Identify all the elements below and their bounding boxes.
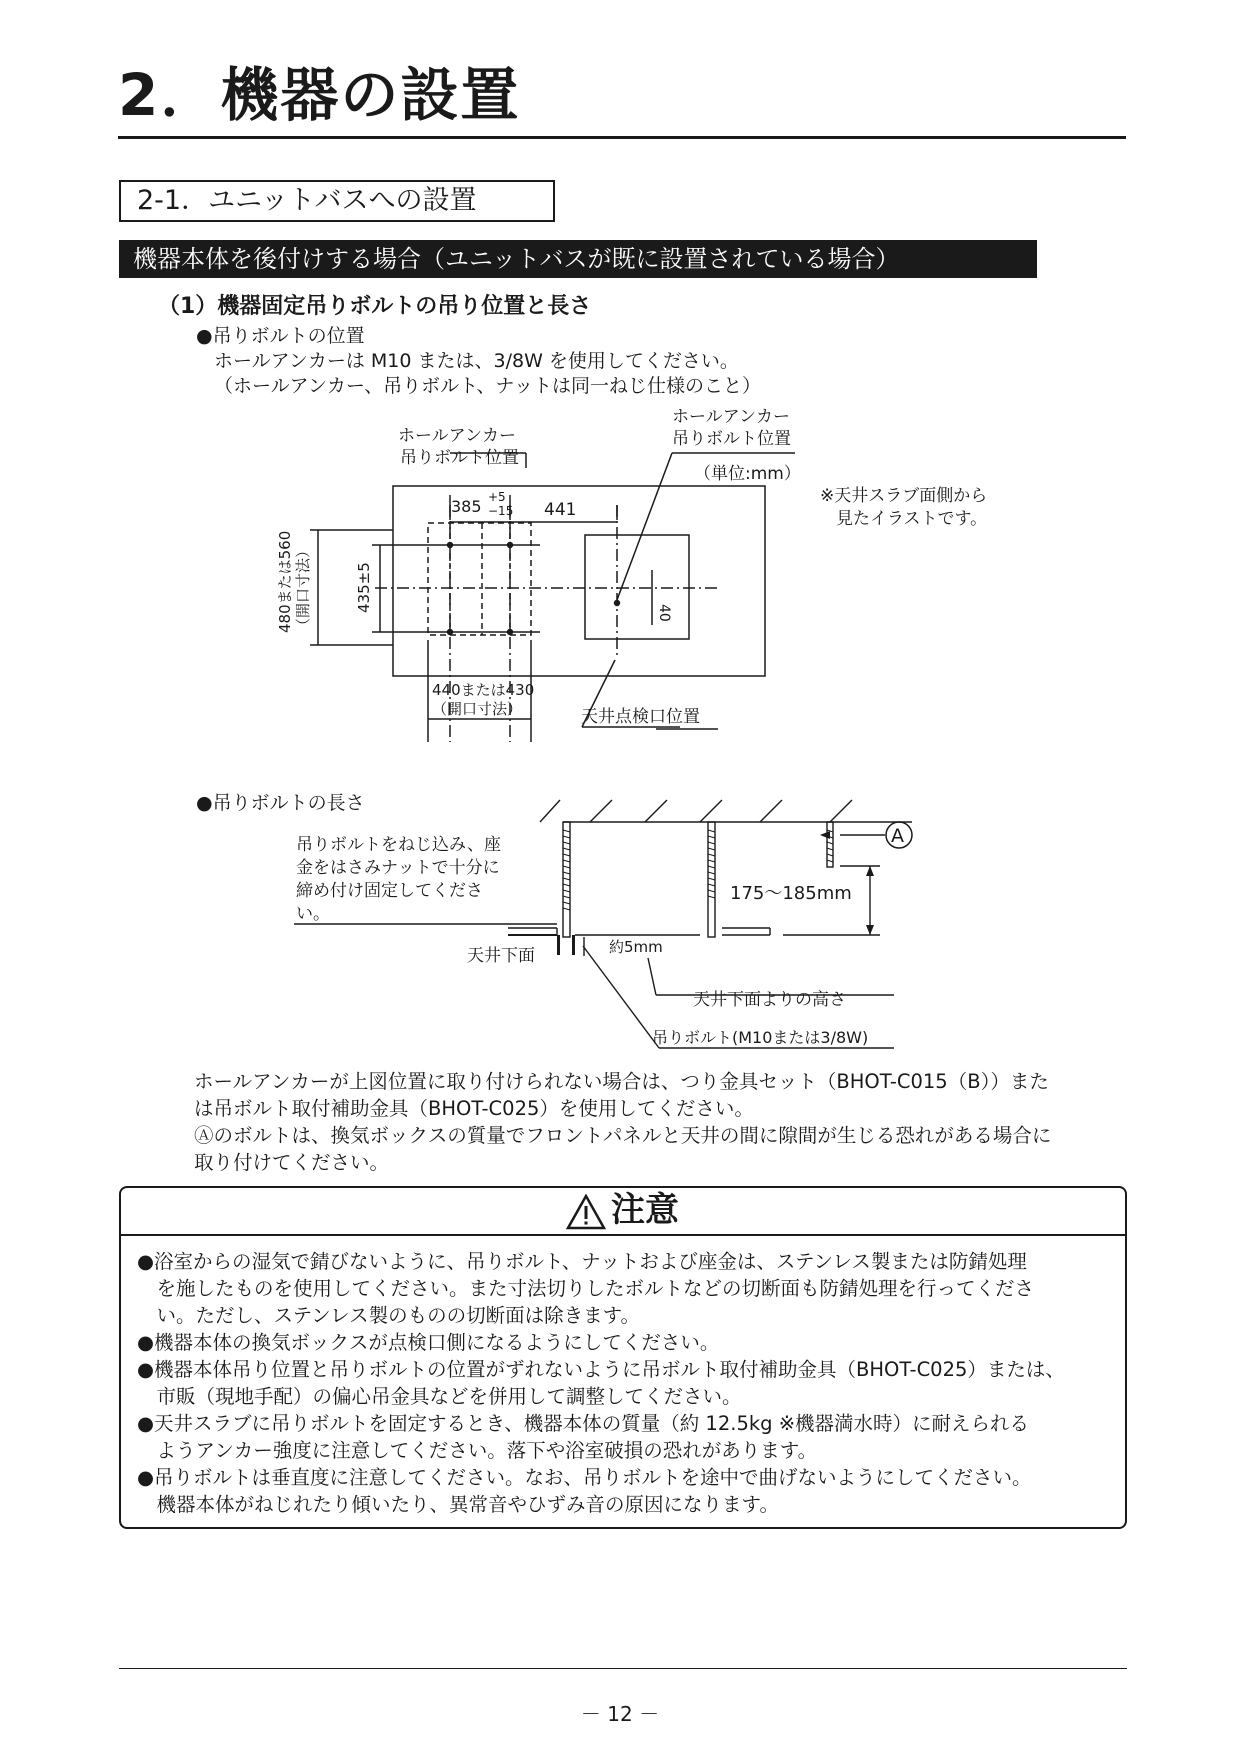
dim-385: 385 [451, 497, 482, 516]
nut [572, 935, 575, 955]
note-line: ホールアンカーが上図位置に取り付けられない場合は、つり金具セット（BHOT-C015（B））また [194, 1070, 1049, 1093]
plan-label-left-1: ホールアンカー [398, 426, 516, 446]
section-heading: 2-1．ユニットバスへの設置 [119, 180, 555, 222]
plan-label-right-1: ホールアンカー [672, 407, 790, 427]
caution-line: ●天井スラブに吊りボルトを固定するとき、機器本体の質量（約 12.5kg ※機器満水時）に耐えられる [137, 1412, 1030, 1435]
dim-tol-plus: +5 [488, 490, 506, 504]
plan-note-2: 見たイラストです。 [836, 509, 988, 529]
bolt-label: 吊りボルト(M10または3/8W) [652, 1028, 869, 1047]
inspection-label: 天井点検口位置 [581, 707, 700, 727]
dim-441: 441 [544, 500, 577, 520]
dim-bottom-1: 440または430 [432, 681, 535, 699]
bolt-point [507, 542, 513, 548]
footer-rule [119, 1668, 1127, 1669]
unit-outline [428, 523, 531, 635]
dim-435: 435±5 [355, 562, 373, 613]
approx-5mm: 約5mm [609, 938, 663, 956]
installation-note [194, 1068, 1129, 1176]
ceiling-outline [393, 486, 765, 676]
caution-line: 機器本体がねじれたり傾いたり、異常音やひずみ音の原因になります。 [137, 1493, 779, 1516]
caution-list [137, 1248, 1065, 1518]
note-line: は吊ボルト取付補助金具（BHOT-C025）を使用してください。 [194, 1097, 754, 1120]
note-line: 取り付けてください。 [194, 1151, 390, 1174]
subheading: （1）機器固定吊りボルトの吊り位置と長さ [158, 294, 592, 319]
caution-line: ●機器本体吊り位置と吊りボルトの位置がずれないように吊ボルト取付補助金具（BHOT-C025）または、 [137, 1358, 1065, 1381]
bolt-point [447, 542, 453, 548]
caution-title: 注意 [611, 1190, 679, 1230]
caution-line: ようアンカー強度に注意してください。落下や浴室破損の恐れがあります。 [137, 1439, 818, 1462]
inspection-opening [585, 535, 689, 639]
range-175-185: 175〜185mm [730, 883, 852, 904]
dim-left-1: 480または560 [276, 530, 294, 633]
bolt-point [447, 629, 453, 635]
height-label: 天井下面よりの高さ [693, 990, 846, 1010]
position-bullet: ●吊りボルトの位置 [196, 325, 365, 347]
note-line: Ⓐのボルトは、換気ボックスの質量でフロントパネルと天井の間に隙間が生じる恐れがある場合に [194, 1124, 1052, 1147]
warning-triangle-icon [566, 1194, 606, 1230]
instruction-4: い。 [296, 904, 330, 924]
dim-40: 40 [656, 604, 672, 622]
dim-tol-minus: −15 [488, 504, 514, 518]
plan-label-left-2: 吊りボルト位置 [400, 448, 519, 468]
caution-line: 市販（現地手配）の偏心吊金具などを併用して調整してください。 [137, 1385, 742, 1408]
plan-label-right-2: 吊りボルト位置 [672, 429, 791, 449]
page-title: 2．機器の設置 [118, 61, 521, 129]
plan-view [310, 453, 795, 742]
caution-line: い。ただし、ステンレス製のものの切断面は除きます。 [137, 1304, 641, 1327]
instruction-1: 吊りボルトをねじ込み、座 [296, 835, 502, 855]
caution-header [121, 1188, 1125, 1236]
caution-line: を施したものを使用してください。また寸法切りしたボルトなどの切断面も防錆処理を行ってくださ [137, 1277, 1035, 1300]
caution-box [119, 1186, 1127, 1529]
nut [557, 935, 560, 955]
page-number: － 12 － [580, 1702, 660, 1726]
dim-left-2: （開口寸法） [294, 542, 312, 633]
marker-a: A [891, 825, 904, 847]
plan-note-1: ※天井スラブ面側から [820, 486, 988, 506]
position-line-1: ホールアンカーは M10 または、3/8W を使用してください。 [214, 350, 739, 372]
case-banner: 機器本体を後付けする場合（ユニットバスが既に設置されている場合） [119, 240, 1037, 278]
bolt-point [507, 629, 513, 635]
position-line-2: （ホールアンカー、吊りボルト、ナットは同一ねじ仕様のこと） [214, 375, 762, 397]
caution-line: ●機器本体の換気ボックスが点検口側になるようにしてください。 [137, 1331, 720, 1354]
plan-unit: （単位:mm） [694, 464, 801, 484]
bolt-point [614, 600, 620, 606]
length-bullet: ●吊りボルトの長さ [196, 792, 365, 814]
caution-line: ●吊りボルトは垂直度に注意してください。なお、吊りボルトを途中で曲げないようにしてください。 [137, 1466, 1032, 1489]
dim-bottom-2: （開口寸法） [432, 700, 523, 718]
ceiling-under-label: 天井下面 [467, 946, 535, 966]
instruction-3: 締め付け固定してくださ [296, 881, 483, 901]
caution-line: ●浴室からの湿気で錆びないように、吊りボルト、ナットおよび座金は、ステンレス製または防錆処理 [137, 1250, 1027, 1273]
marker-arrow [820, 831, 830, 839]
instruction-2: 金をはさみナットで十分に [296, 858, 500, 878]
